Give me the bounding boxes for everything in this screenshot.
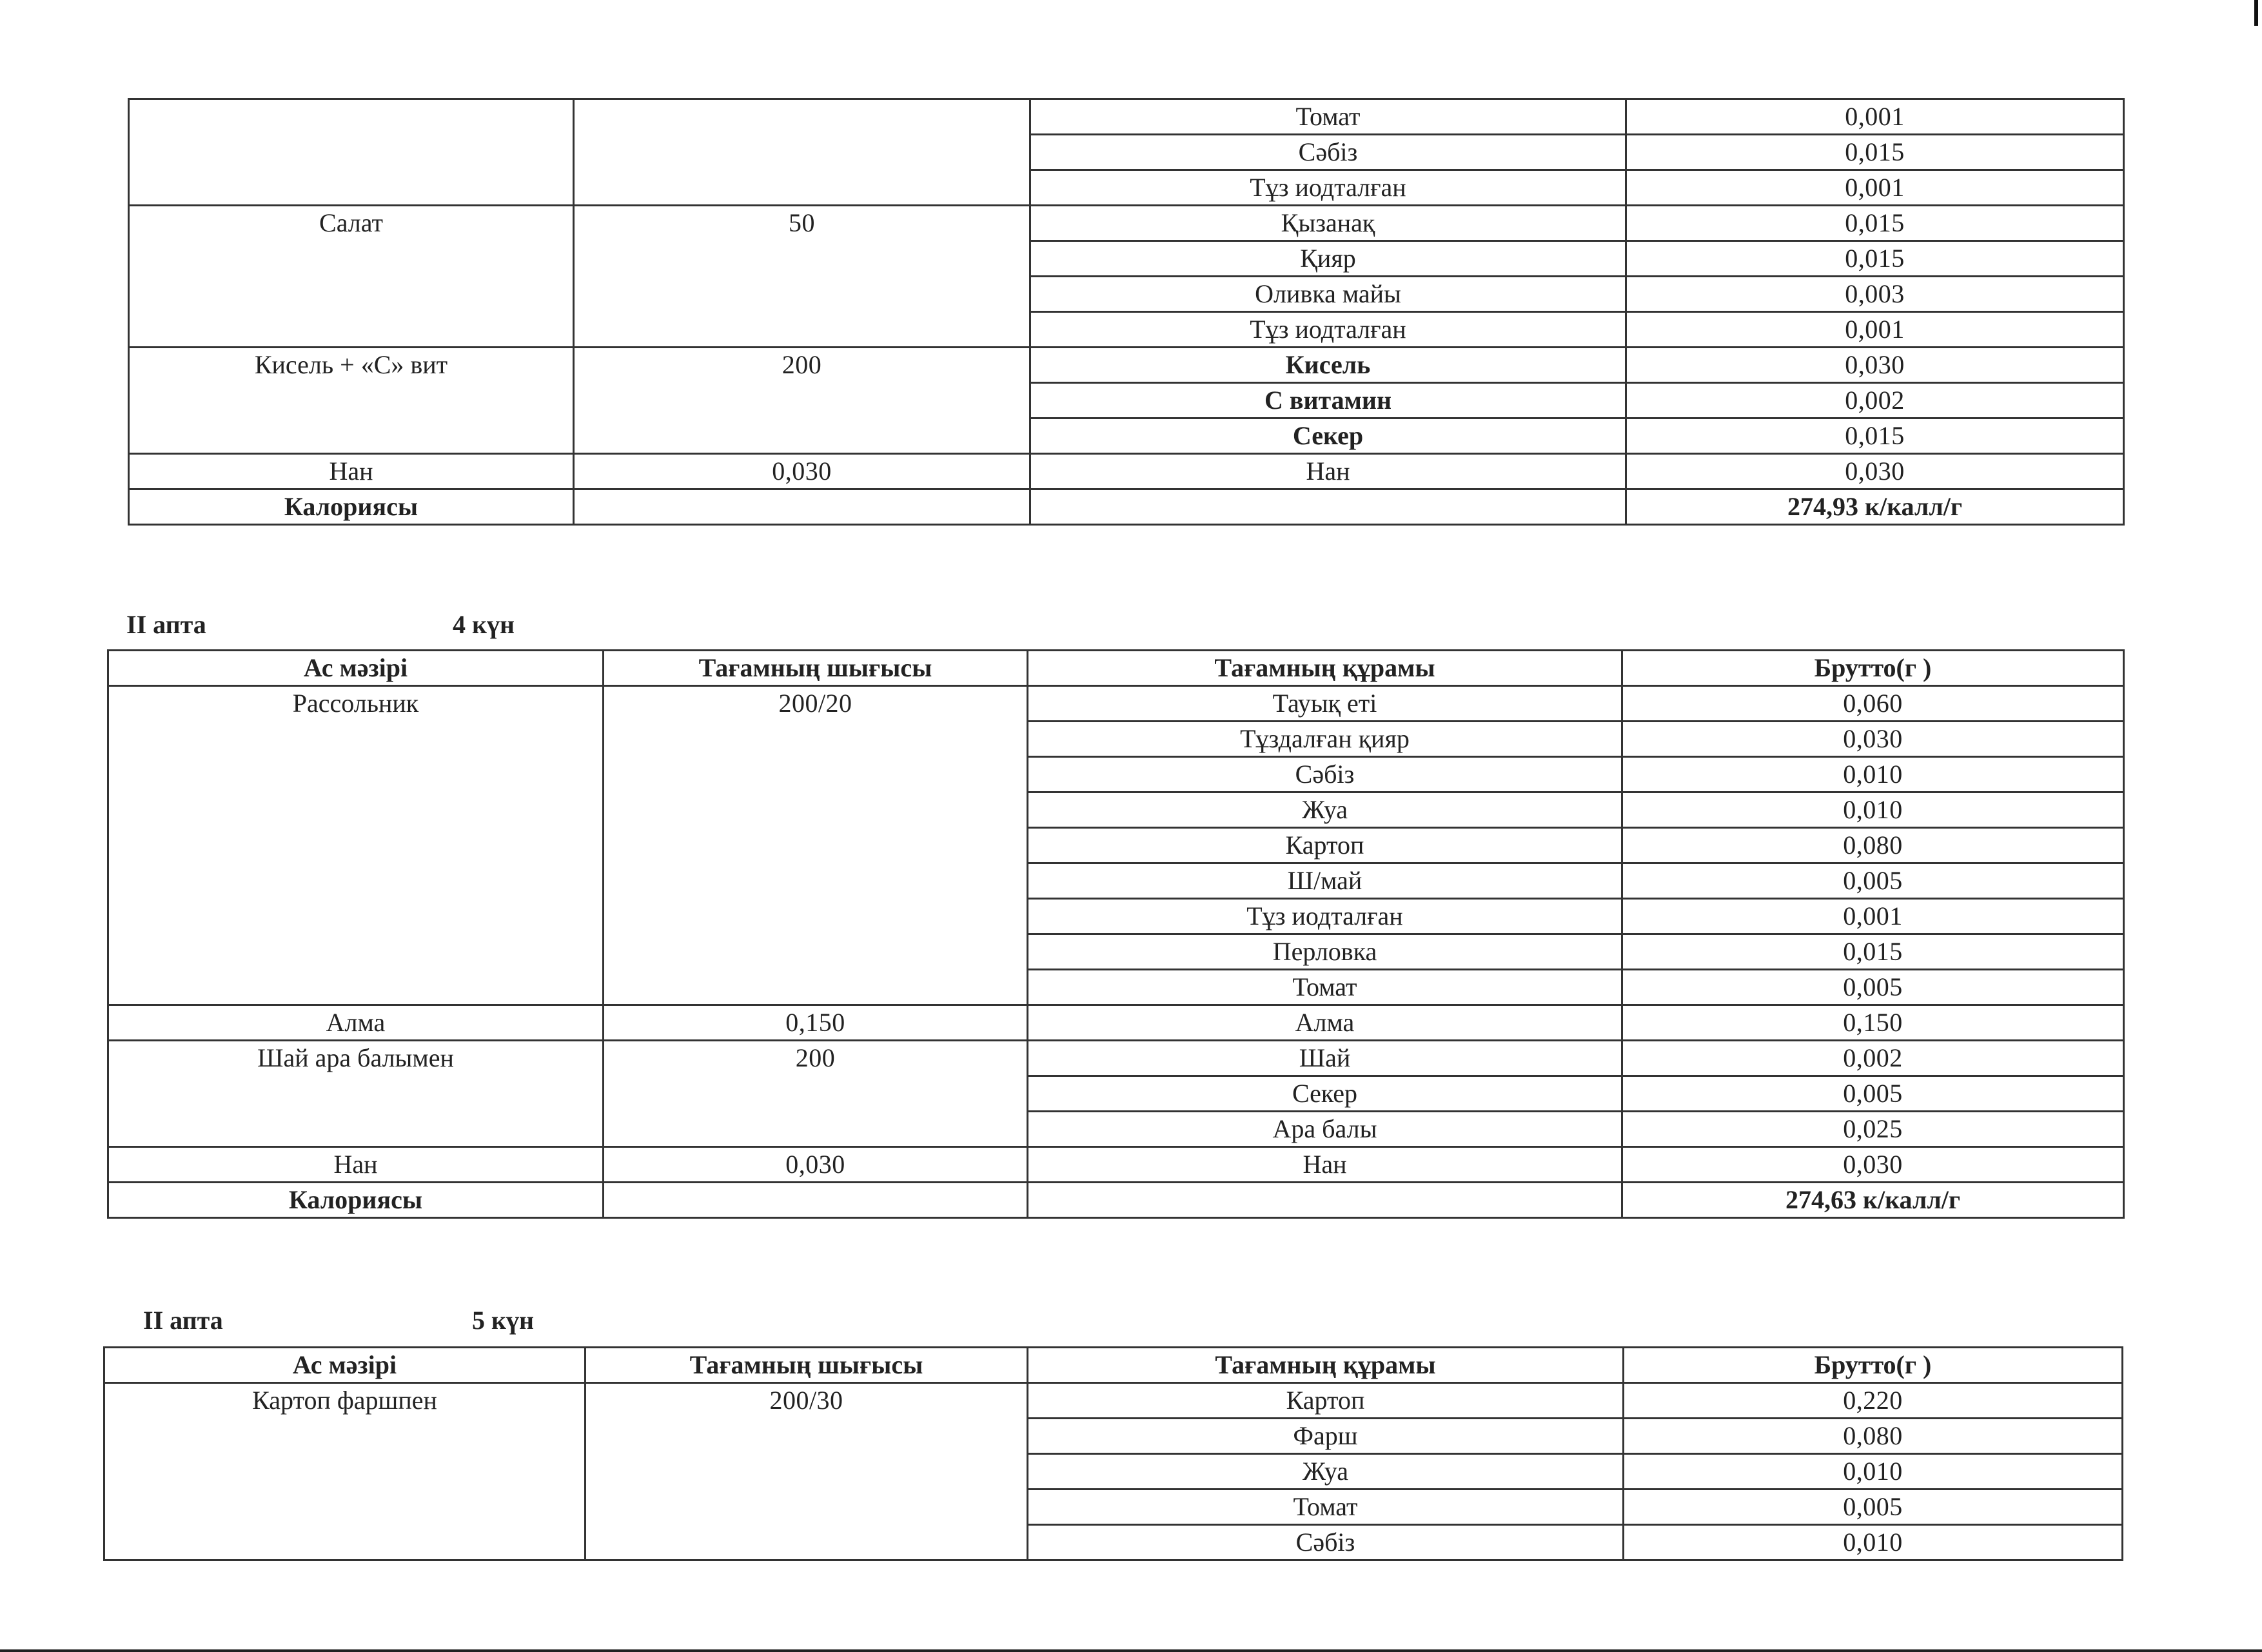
- section-caption-day4: [126, 609, 642, 642]
- ingredient-name-cell: Секер: [1030, 418, 1626, 454]
- calories-label: Калориясы: [129, 489, 574, 525]
- ingredient-gross-cell: 0,030: [1622, 722, 2124, 757]
- ingredient-gross-cell: 0,220: [1624, 1383, 2123, 1419]
- table-row: [129, 99, 2124, 135]
- calories-value: 274,63 к/калл/г: [1622, 1183, 2124, 1218]
- ingredient-name-cell: Томат: [1028, 1490, 1624, 1525]
- dish-name-cell: Нан: [129, 454, 574, 489]
- section-caption-day5: [143, 1305, 659, 1337]
- table-row: [129, 454, 2124, 489]
- table-row: [104, 1383, 2123, 1419]
- dish-name-cell: [129, 99, 574, 206]
- ingredient-gross-cell: 0,002: [1622, 1041, 2124, 1076]
- table-row: [129, 206, 2124, 241]
- ingredient-gross-cell: 0,001: [1622, 899, 2124, 934]
- table-row: [108, 686, 2124, 722]
- table-body: [129, 99, 2124, 525]
- column-header-composition: Тағамның құрамы: [1028, 1348, 1624, 1383]
- dish-output-cell: 200: [604, 1041, 1028, 1147]
- ingredient-name-cell: Секер: [1028, 1076, 1622, 1112]
- ingredient-name-cell: Сәбіз: [1028, 1525, 1624, 1560]
- ingredient-gross-cell: 0,080: [1622, 828, 2124, 863]
- column-header-composition: Тағамның құрамы: [1028, 651, 1622, 686]
- ingredient-name-cell: Ара балы: [1028, 1112, 1622, 1147]
- ingredient-name-cell: Жуа: [1028, 792, 1622, 828]
- ingredient-name-cell: Томат: [1030, 99, 1626, 135]
- ingredient-gross-cell: 0,005: [1622, 970, 2124, 1005]
- ingredient-name-cell: Фарш: [1028, 1419, 1624, 1454]
- table-row: [129, 348, 2124, 383]
- ingredient-name-cell: Тұз иодталған: [1030, 170, 1626, 206]
- empty-cell: [1030, 489, 1626, 525]
- ingredient-gross-cell: 0,010: [1622, 792, 2124, 828]
- empty-cell: [1028, 1183, 1622, 1218]
- ingredient-gross-cell: 0,005: [1624, 1490, 2123, 1525]
- ingredient-gross-cell: 0,001: [1626, 170, 2124, 206]
- empty-cell: [574, 489, 1030, 525]
- ingredient-gross-cell: 0,010: [1622, 757, 2124, 792]
- ingredient-name-cell: Кисель: [1030, 348, 1626, 383]
- table-row: [108, 1041, 2124, 1076]
- ingredient-name-cell: Сәбіз: [1030, 135, 1626, 170]
- ingredient-name-cell: С витамин: [1030, 383, 1626, 418]
- ingredient-name-cell: Перловка: [1028, 934, 1622, 970]
- ingredient-gross-cell: 0,080: [1624, 1419, 2123, 1454]
- ingredient-name-cell: Томат: [1028, 970, 1622, 1005]
- dish-name-cell: Салат: [129, 206, 574, 348]
- menu-table-day5: [103, 1346, 2123, 1561]
- ingredient-gross-cell: 0,015: [1626, 418, 2124, 454]
- ingredient-gross-cell: 0,030: [1626, 454, 2124, 489]
- header-row: [108, 651, 2124, 686]
- ingredient-name-cell: Оливка майы: [1030, 277, 1626, 312]
- header-row: [104, 1348, 2123, 1383]
- dish-output-cell: 200: [574, 348, 1030, 454]
- ingredient-gross-cell: 0,025: [1622, 1112, 2124, 1147]
- dish-output-cell: 200/30: [585, 1383, 1028, 1560]
- empty-cell: [604, 1183, 1028, 1218]
- day-label: 5 күн: [472, 1306, 535, 1335]
- menu-table-day4: [107, 649, 2125, 1219]
- ingredient-name-cell: Картоп: [1028, 828, 1622, 863]
- table-row: [108, 1147, 2124, 1183]
- ingredient-name-cell: Қызанақ: [1030, 206, 1626, 241]
- ingredient-gross-cell: 0,015: [1626, 241, 2124, 277]
- ingredient-name-cell: Тұз иодталған: [1028, 899, 1622, 934]
- column-header-output: Тағамның шығысы: [604, 651, 1028, 686]
- ingredient-gross-cell: 0,150: [1622, 1005, 2124, 1041]
- ingredient-name-cell: Картоп: [1028, 1383, 1624, 1419]
- ingredient-name-cell: Шай: [1028, 1041, 1622, 1076]
- scan-edge-mark: [2254, 0, 2258, 26]
- ingredient-gross-cell: 0,001: [1626, 99, 2124, 135]
- calories-label: Калориясы: [108, 1183, 604, 1218]
- week-label: II апта: [143, 1306, 223, 1335]
- calories-row: [108, 1183, 2124, 1218]
- column-header-dish: Ас мәзірі: [108, 651, 604, 686]
- dish-name-cell: Алма: [108, 1005, 604, 1041]
- week-label: II апта: [126, 610, 206, 639]
- ingredient-gross-cell: 0,015: [1626, 206, 2124, 241]
- ingredient-gross-cell: 0,003: [1626, 277, 2124, 312]
- day-label: 4 күн: [453, 610, 515, 639]
- dish-output-cell: 0,150: [604, 1005, 1028, 1041]
- column-header-gross: Брутто(г ): [1624, 1348, 2123, 1383]
- ingredient-gross-cell: 0,001: [1626, 312, 2124, 348]
- dish-name-cell: Картоп фаршпен: [104, 1383, 585, 1560]
- scan-bottom-edge: [0, 1649, 2262, 1652]
- dish-name-cell: Рассольник: [108, 686, 604, 1005]
- ingredient-gross-cell: 0,005: [1622, 863, 2124, 899]
- ingredient-name-cell: Нан: [1030, 454, 1626, 489]
- ingredient-gross-cell: 0,015: [1622, 934, 2124, 970]
- ingredient-gross-cell: 0,060: [1622, 686, 2124, 722]
- ingredient-name-cell: Тауық еті: [1028, 686, 1622, 722]
- table-body: [108, 651, 2124, 1218]
- ingredient-name-cell: Тұздалған қияр: [1028, 722, 1622, 757]
- column-header-gross: Брутто(г ): [1622, 651, 2124, 686]
- dish-name-cell: Кисель + «С» вит: [129, 348, 574, 454]
- column-header-dish: Ас мәзірі: [104, 1348, 585, 1383]
- dish-name-cell: Шай ара балымен: [108, 1041, 604, 1147]
- menu-table-previous-day: [128, 98, 2125, 526]
- table-row: [108, 1005, 2124, 1041]
- ingredient-name-cell: Алма: [1028, 1005, 1622, 1041]
- ingredient-name-cell: Сәбіз: [1028, 757, 1622, 792]
- ingredient-name-cell: Нан: [1028, 1147, 1622, 1183]
- ingredient-name-cell: Жуа: [1028, 1454, 1624, 1490]
- dish-output-cell: 0,030: [604, 1147, 1028, 1183]
- dish-output-cell: 0,030: [574, 454, 1030, 489]
- calories-value: 274,93 к/калл/г: [1626, 489, 2124, 525]
- ingredient-gross-cell: 0,002: [1626, 383, 2124, 418]
- ingredient-gross-cell: 0,005: [1622, 1076, 2124, 1112]
- dish-output-cell: 200/20: [604, 686, 1028, 1005]
- ingredient-gross-cell: 0,010: [1624, 1525, 2123, 1560]
- dish-output-cell: 50: [574, 206, 1030, 348]
- ingredient-gross-cell: 0,010: [1624, 1454, 2123, 1490]
- ingredient-gross-cell: 0,030: [1622, 1147, 2124, 1183]
- calories-row: [129, 489, 2124, 525]
- ingredient-name-cell: Қияр: [1030, 241, 1626, 277]
- ingredient-name-cell: Тұз иодталған: [1030, 312, 1626, 348]
- ingredient-gross-cell: 0,015: [1626, 135, 2124, 170]
- ingredient-name-cell: Ш/май: [1028, 863, 1622, 899]
- table-body: [104, 1348, 2123, 1560]
- dish-output-cell: [574, 99, 1030, 206]
- dish-name-cell: Нан: [108, 1147, 604, 1183]
- ingredient-gross-cell: 0,030: [1626, 348, 2124, 383]
- column-header-output: Тағамның шығысы: [585, 1348, 1028, 1383]
